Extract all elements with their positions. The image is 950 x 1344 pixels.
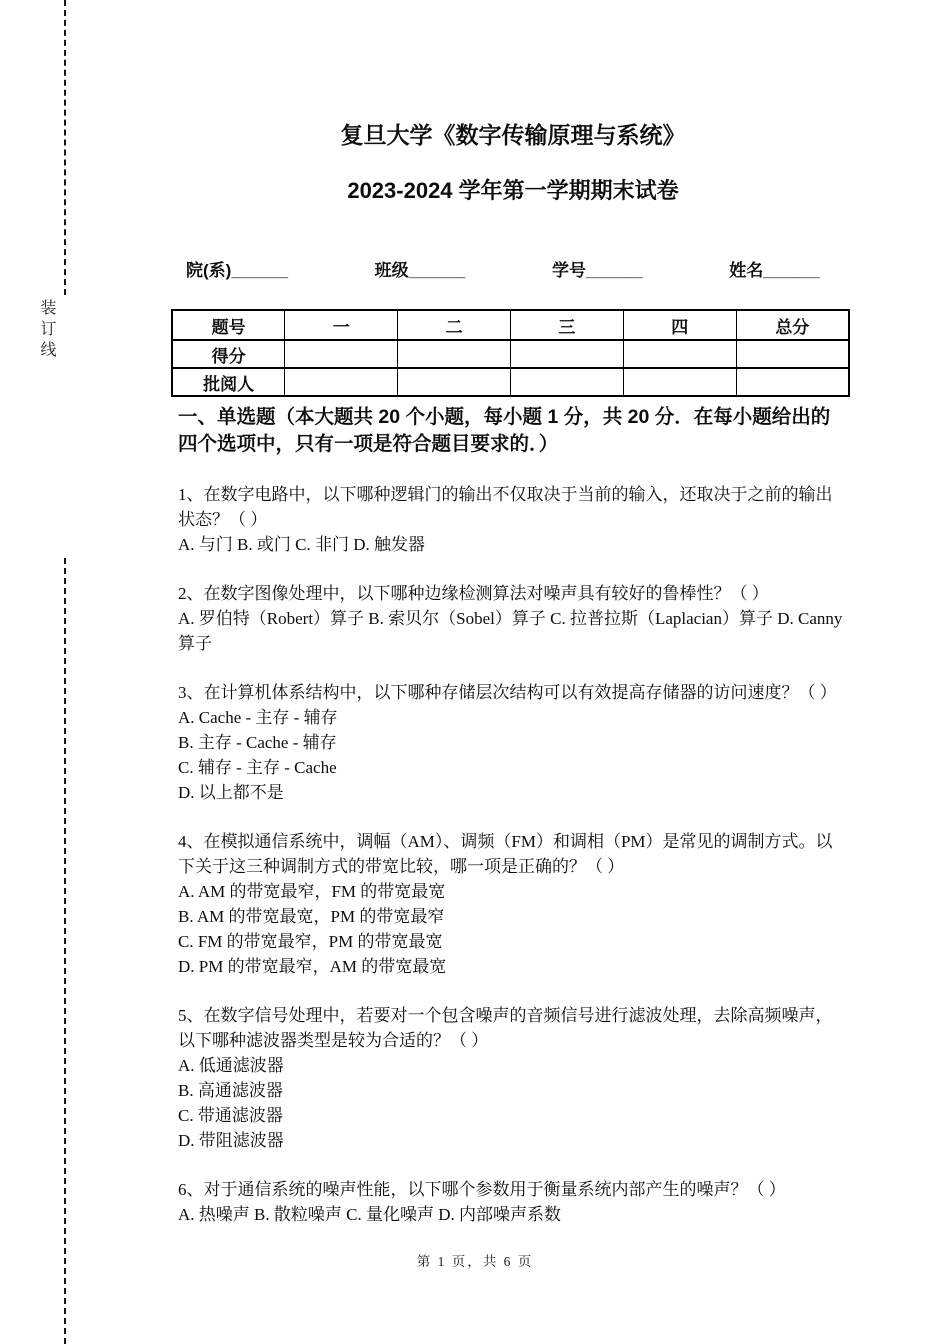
question-options: A. 热噪声 B. 散粒噪声 C. 量化噪声 D. 内部噪声系数 [178, 1205, 561, 1224]
question-option-b: B. 主存 - Cache - 辅存 [178, 733, 337, 752]
form-field-name [729, 256, 820, 281]
question-options: A. 与门 B. 或门 C. 非门 D. 触发器 [178, 535, 425, 554]
binding-dashed-line-bottom [64, 558, 66, 1344]
score-table-header-cell: 总分 [736, 310, 849, 340]
binding-dashed-line-top [64, 0, 66, 295]
reviewer-cell-empty [736, 368, 849, 396]
score-cell-empty [285, 340, 398, 368]
exam-subtitle: 2023-2024 学年第一学期期末试卷 [347, 178, 679, 203]
form-field-faculty [186, 256, 288, 281]
binding-line-label: 装订线 [38, 299, 55, 362]
content-column [178, 0, 848, 1227]
score-cell-empty [623, 340, 736, 368]
question-block-2 [178, 581, 848, 656]
reviewer-row-label: 批阅人 [172, 368, 285, 396]
form-field-class-label: 班级 [374, 261, 409, 280]
score-cell-empty [736, 340, 849, 368]
question-block-3 [178, 680, 848, 805]
question-option-c: C. 带通滤波器 [178, 1106, 283, 1125]
reviewer-cell-empty [285, 368, 398, 396]
question-text: 6、对于通信系统的噪声性能，以下哪个参数用于衡量系统内部产生的噪声？（ ） [178, 1180, 786, 1199]
form-field-student-id [552, 256, 643, 281]
score-cell-empty [398, 340, 511, 368]
reviewer-cell-empty [398, 368, 511, 396]
question-text: 4、在模拟通信系统中，调幅（AM）、调频（FM）和调相（PM）是常见的调制方式。以下关于这三种调制方式的带宽比较，哪一项是正确的？（ ） [178, 832, 833, 876]
question-text: 3、在计算机体系结构中，以下哪种存储层次结构可以有效提高存储器的访问速度？（ ） [178, 683, 837, 702]
score-table-reviewer-row [172, 368, 849, 396]
reviewer-cell-empty [623, 368, 736, 396]
exam-title: 复旦大学《数字传输原理与系统》 [340, 122, 686, 148]
question-text: 5、在数字信号处理中，若要对一个包含噪声的音频信号进行滤波处理，去除高频噪声，以下哪种滤波器类型是较为合适的？（ ） [178, 1006, 833, 1050]
score-table-score-row [172, 340, 849, 368]
question-block-1 [178, 482, 848, 557]
score-table-header-row [172, 310, 849, 340]
score-table-header-cell: 四 [623, 310, 736, 340]
score-table-header-cell: 一 [285, 310, 398, 340]
question-text: 1、在数字电路中，以下哪种逻辑门的输出不仅取决于当前的输入，还取决于之前的输出状态？（ ） [178, 485, 833, 529]
question-block-5 [178, 1003, 848, 1153]
form-field-faculty-blank: ______ [231, 261, 289, 280]
question-option-a: A. 低通滤波器 [178, 1056, 284, 1075]
question-option-c: C. 辅存 - 主存 - Cache [178, 758, 337, 777]
score-cell-empty [510, 340, 623, 368]
question-options: A. 罗伯特（Robert）算子 B. 索贝尔（Sobel）算子 C. 拉普拉斯（Laplacian）算子 D. Canny 算子 [178, 609, 843, 653]
page-number-footer: 第 1 页，共 6 页 [416, 1254, 534, 1269]
student-info-row [178, 256, 848, 281]
score-table-header-cell: 题号 [211, 317, 246, 337]
score-table-header-cell: 三 [510, 310, 623, 340]
form-field-name-blank: ______ [763, 261, 820, 280]
score-table [171, 309, 850, 397]
form-field-student-id-blank: ______ [585, 261, 643, 280]
question-block-4 [178, 829, 848, 979]
form-field-class [375, 256, 466, 281]
form-field-faculty-label: 院(系) [186, 261, 232, 280]
section-heading: 一、单选题（本大题共 20 个小题，每小题 1 分，共 20 分．在每小题给出的四个选项中，只有一项是符合题目要求的．） [178, 406, 831, 455]
form-field-class-blank: ______ [408, 261, 466, 280]
question-option-d: D. 以上都不是 [178, 783, 284, 802]
question-option-d: D. 带阻滤波器 [178, 1131, 284, 1150]
question-option-a: A. AM 的带宽最窄，FM 的带宽最宽 [178, 882, 446, 901]
question-block-6 [178, 1177, 848, 1227]
form-field-student-id-label: 学号 [551, 261, 586, 280]
question-text: 2、在数字图像处理中，以下哪种边缘检测算法对噪声具有较好的鲁棒性？（ ） [178, 584, 769, 603]
question-option-c: C. FM 的带宽最窄，PM 的带宽最宽 [178, 932, 443, 951]
question-option-a: A. Cache - 主存 - 辅存 [178, 708, 338, 727]
reviewer-cell-empty [510, 368, 623, 396]
question-option-b: B. AM 的带宽最宽，PM 的带宽最窄 [178, 907, 445, 926]
question-option-d: D. PM 的带宽最窄，AM 的带宽最宽 [178, 957, 447, 976]
form-field-name-label: 姓名 [729, 261, 764, 280]
question-option-b: B. 高通滤波器 [178, 1081, 283, 1100]
score-table-header-cell: 二 [398, 310, 511, 340]
score-row-label: 得分 [172, 340, 285, 368]
